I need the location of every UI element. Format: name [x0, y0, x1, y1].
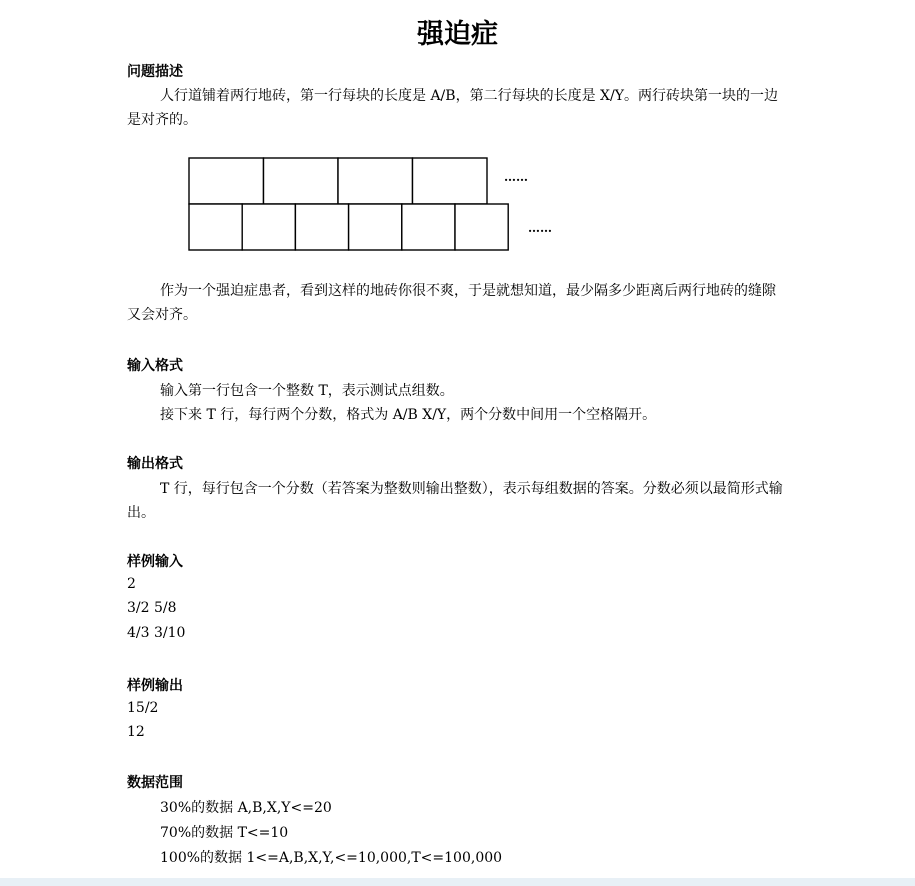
tile	[242, 204, 295, 250]
data-range-line: 30%的数据 A,B,X,Y<=20	[160, 800, 332, 816]
sample-output-heading: 样例输出	[127, 678, 183, 694]
data-range-heading: 数据范围	[127, 775, 183, 791]
tile	[402, 204, 455, 250]
input-format-line: 接下来 T 行，每行两个分数，格式为 A/B X/Y，两个分数中间用一个空格隔开。	[160, 407, 657, 423]
description-heading: 问题描述	[127, 64, 183, 80]
tile	[413, 158, 488, 204]
tile	[264, 158, 339, 204]
tile	[189, 158, 264, 204]
tile-diagram	[188, 157, 552, 253]
row-1-ellipsis: ……	[504, 170, 528, 184]
tile	[349, 204, 402, 250]
output-format-heading: 输出格式	[127, 456, 183, 472]
tile-row-2	[189, 204, 508, 250]
sample-output-line: 15/2	[127, 700, 159, 716]
sample-input-line: 3/2 5/8	[127, 600, 177, 616]
tile	[455, 204, 508, 250]
bottom-strip	[0, 878, 915, 886]
output-format-paragraph: T 行，每行包含一个分数（若答案为整数则输出整数），表示每组数据的答案。分数必须以最简形式输出。	[127, 481, 783, 521]
page-title: 强迫症	[417, 19, 498, 50]
sample-input-heading: 样例输入	[127, 554, 183, 570]
data-range-line: 70%的数据 T<=10	[160, 825, 289, 841]
tile	[295, 204, 348, 250]
tile	[338, 158, 413, 204]
tile	[189, 204, 242, 250]
sample-input-line: 2	[127, 576, 136, 592]
sample-output-line: 12	[127, 724, 145, 740]
input-format-heading: 输入格式	[127, 358, 183, 374]
sample-input-line: 4/3 3/10	[127, 625, 186, 641]
description-paragraph-1: 人行道铺着两行地砖，第一行每块的长度是 A/B，第二行每块的长度是 X/Y。两行砖块第一块的一边是对齐的。	[127, 88, 778, 128]
row-2-ellipsis: ……	[528, 221, 552, 235]
description-paragraph-2: 作为一个强迫症患者，看到这样的地砖你很不爽，于是就想知道，最少隔多少距离后两行地砖的缝隙又会对齐。	[127, 283, 776, 323]
input-format-line: 输入第一行包含一个整数 T，表示测试点组数。	[160, 383, 454, 399]
data-range-line: 100%的数据 1<=A,B,X,Y,<=10,000,T<=100,000	[160, 850, 503, 866]
tile-row-1	[189, 158, 487, 204]
